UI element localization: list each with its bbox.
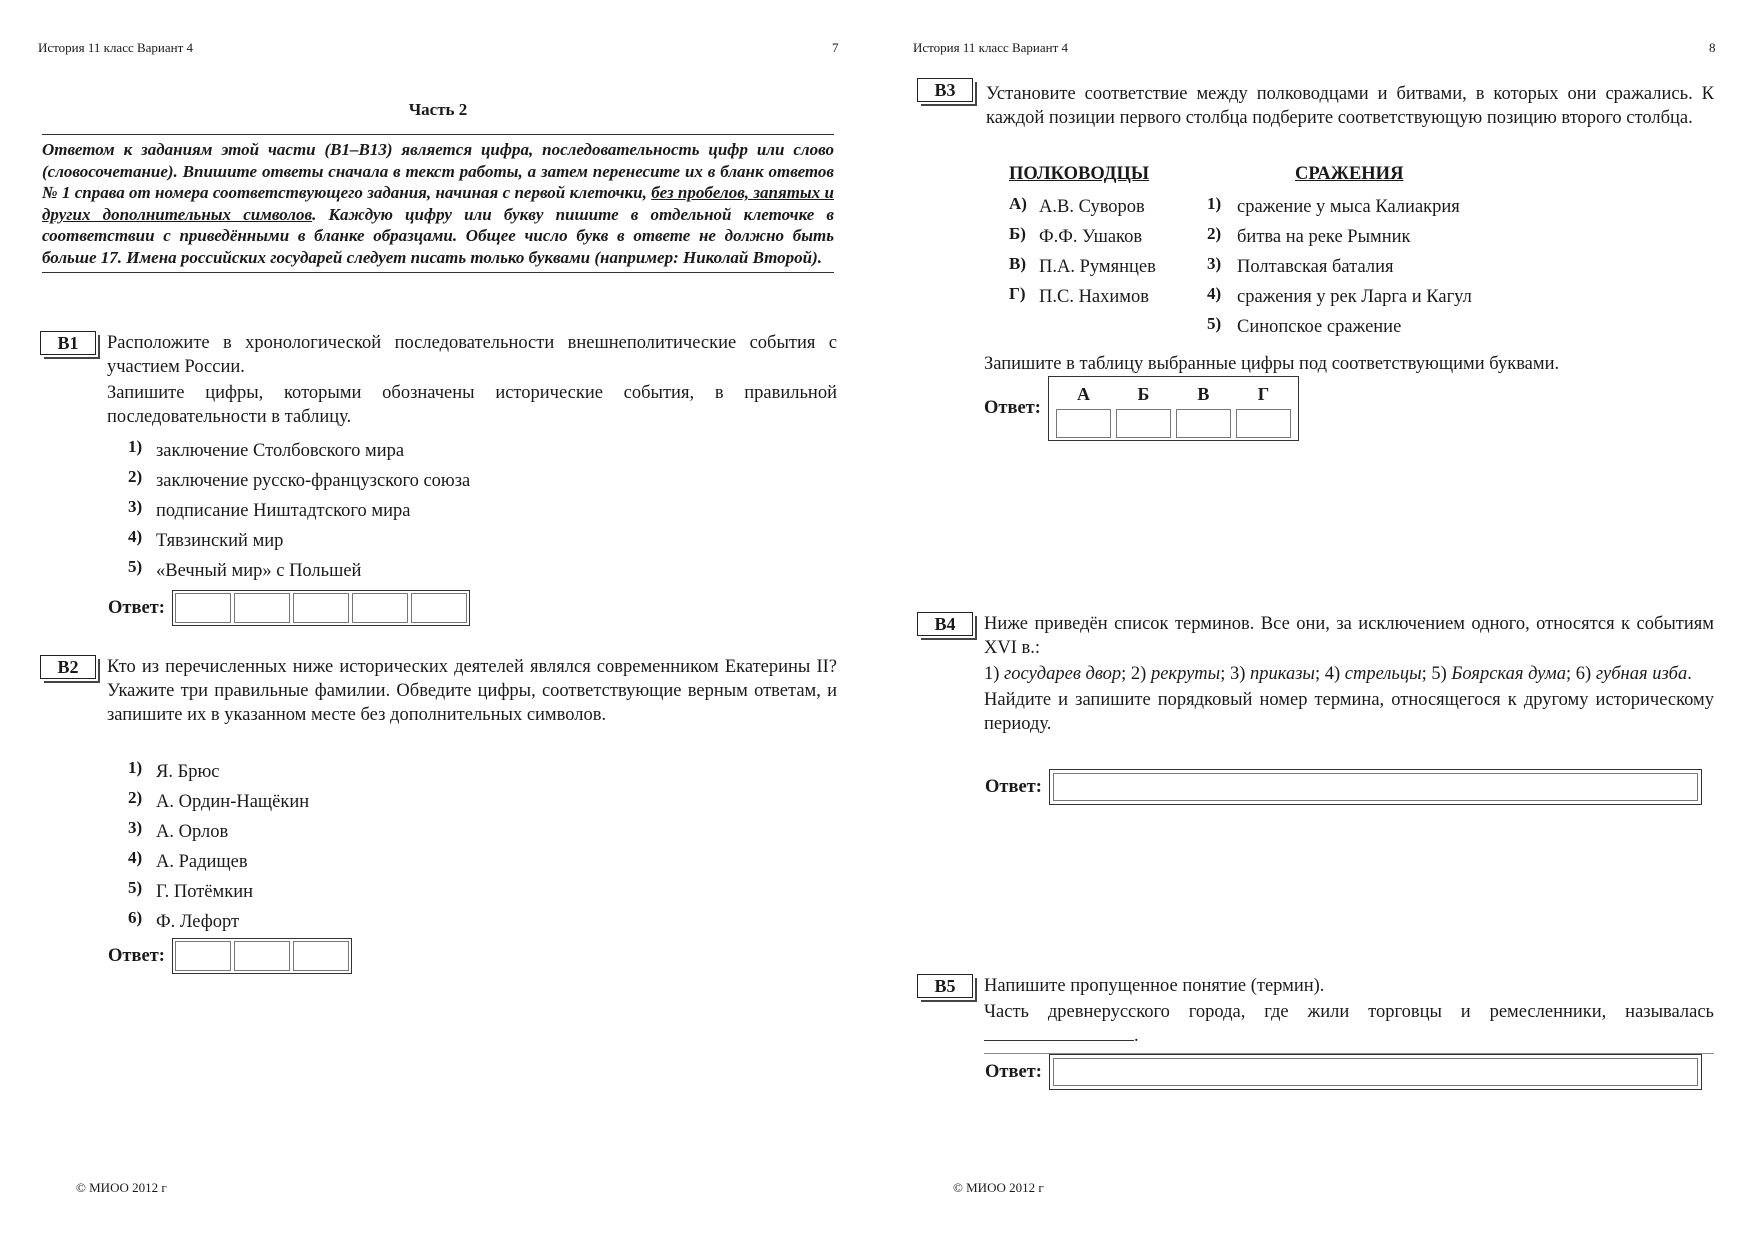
task-b1-answer bbox=[108, 590, 470, 626]
task-b4-text-1: Ниже приведён список терминов. Все они, за исключением одного, относятся к событиям XVI в.: bbox=[984, 614, 1714, 658]
match-left-item: А) А.В. Суворов bbox=[1009, 194, 1145, 217]
footer-right: © МИОО 2012 г bbox=[953, 1180, 1044, 1195]
task-b1-text-2: Запишите цифры, которыми обозначены исторические события, в правильной последовательности в таблицу. bbox=[107, 383, 837, 427]
answer-table-b3 bbox=[1048, 376, 1299, 441]
match-left-item: В) П.А. Румянцев bbox=[1009, 254, 1156, 277]
task-b5-text-1: Напишите пропущенное понятие (термин). bbox=[984, 976, 1325, 996]
task-tag-b3: В3 bbox=[917, 78, 973, 102]
page-right bbox=[877, 0, 1754, 1239]
part-title: Часть 2 bbox=[408, 100, 468, 119]
task-tag-b1: В1 bbox=[40, 331, 96, 355]
answer-cell[interactable] bbox=[1176, 409, 1231, 438]
answer-field-b4 bbox=[1049, 769, 1702, 805]
task-b3-instruction: Запишите в таблицу выбранные цифры под соответствующими буквами. bbox=[984, 354, 1560, 374]
intro-text-underlined: без пробелов, запятых и других дополнительных символов bbox=[42, 183, 834, 224]
match-right-item: 4) сражения у рек Ларга и Кагул bbox=[1207, 284, 1472, 307]
task-b4-text bbox=[984, 612, 1714, 738]
list-item: 5) «Вечный мир» с Польшей bbox=[128, 557, 362, 581]
answer-field-b5 bbox=[1049, 1054, 1702, 1090]
task-b2-answer bbox=[108, 938, 352, 974]
table-header-v: В bbox=[1197, 383, 1210, 404]
list-item: 5) Г. Потёмкин bbox=[128, 878, 254, 902]
list-item: 4) А. Радищев bbox=[128, 848, 248, 872]
footer-left: © МИОО 2012 г bbox=[76, 1180, 167, 1195]
answer-cell[interactable] bbox=[352, 593, 408, 623]
match-left-item: Г) П.С. Нахимов bbox=[1009, 284, 1149, 307]
task-b5-answer bbox=[985, 1054, 1702, 1090]
part-instructions bbox=[42, 134, 834, 273]
answer-cell[interactable] bbox=[175, 593, 231, 623]
task-tag-b2: В2 bbox=[40, 655, 96, 679]
list-item: 1) заключение Столбовского мира bbox=[128, 437, 405, 461]
answer-label: Ответ: bbox=[108, 597, 165, 618]
page-number-left: 7 bbox=[832, 40, 839, 55]
answer-label: Ответ: bbox=[108, 945, 165, 966]
list-item: 3) А. Орлов bbox=[128, 818, 229, 842]
answer-cell[interactable] bbox=[1056, 409, 1111, 438]
task-tag-b4: В4 bbox=[917, 612, 973, 636]
answer-cell[interactable] bbox=[411, 593, 467, 623]
table-header-g: Г bbox=[1257, 383, 1270, 404]
answer-cell[interactable] bbox=[234, 593, 290, 623]
answer-grid-b1 bbox=[172, 590, 470, 626]
header-right: История 11 класс Вариант 4 bbox=[913, 40, 1069, 55]
table-header-b: Б bbox=[1137, 383, 1150, 404]
task-tag-b5: В5 bbox=[917, 974, 973, 998]
answer-label: Ответ: bbox=[984, 398, 1041, 418]
task-b1-options bbox=[128, 436, 470, 586]
task-b1-text-1: Расположите в хронологической последовательности внешнеполитические события с участием России. bbox=[107, 333, 837, 377]
list-item: 2) А. Ордин-Нащёкин bbox=[128, 788, 310, 812]
list-item: 3) подписание Ништадтского мира bbox=[128, 497, 411, 521]
table-header-a: А bbox=[1076, 383, 1090, 404]
list-item: 2) заключение русско-французского союза bbox=[128, 467, 471, 491]
match-right-item: 5) Синопское сражение bbox=[1207, 314, 1402, 337]
task-b3-text: Установите соответствие между полководцами и битвами, в которых они сражались. К каждой позиции первого столбца подберите соответствующую позицию второго столбца. bbox=[986, 84, 1714, 128]
match-right-item: 1) сражение у мыса Калиакрия bbox=[1207, 194, 1460, 217]
list-item: 4) Тявзинский мир bbox=[128, 527, 284, 551]
task-b2-options bbox=[128, 757, 309, 937]
task-b1-text bbox=[107, 331, 837, 431]
answer-input[interactable] bbox=[1053, 1058, 1698, 1086]
header-left: История 11 класс Вариант 4 bbox=[38, 40, 194, 55]
list-item: 1) Я. Брюс bbox=[128, 758, 220, 782]
match-right-item: 3) Полтавская баталия bbox=[1207, 254, 1394, 277]
task-b4-answer bbox=[985, 769, 1702, 805]
page-number-right: 8 bbox=[1709, 40, 1716, 55]
column-header-commanders: ПОЛКОВОДЦЫ bbox=[1009, 164, 1150, 184]
intro-text-a: Ответом к заданиям этой части (В1–В13) является цифра, последовательность цифр или слово (словосочетание). Впишите ответы сначала в текст работы, а затем перенесите их в бланк ответов № 1 справа от номера соответствующего задания, начиная с первой клеточки, bbox=[42, 140, 834, 203]
answer-cell[interactable] bbox=[293, 941, 349, 971]
blank-line bbox=[984, 1040, 1134, 1041]
answer-grid-b2 bbox=[172, 938, 352, 974]
task-b2-text: Кто из перечисленных ниже исторических деятелей являлся современником Екатерины II? Укажите три правильные фамилии. Обведите цифры, соответствующие верным ответам, и запишите их в указанном месте без дополнительных символов. bbox=[107, 657, 837, 725]
answer-label: Ответ: bbox=[985, 1061, 1042, 1082]
answer-cell[interactable] bbox=[234, 941, 290, 971]
list-item: 6) Ф. Лефорт bbox=[128, 908, 240, 932]
task-b4-terms: 1) государев двор; 2) рекруты; 3) приказы; 4) стрельцы; 5) Боярская дума; 6) губная изба. bbox=[984, 664, 1692, 684]
match-left-item: Б) Ф.Ф. Ушаков bbox=[1009, 224, 1143, 247]
task-b3-answer bbox=[984, 376, 1299, 441]
intro-text-b: . Каждую цифру или букву пишите в отдельной клеточке в соответствии с приведёнными в бланке образцами. Общее число букв в ответе не должно быть больше 17. Имена российских государей следует писать только буквами (например: Николай Второй). bbox=[42, 204, 834, 267]
task-b5-text bbox=[984, 974, 1714, 1050]
task-b4-text-2: Найдите и запишите порядковый номер термина, относящегося к другому историческому периоду. bbox=[984, 690, 1714, 734]
task-b5-text-2: Часть древнерусского города, где жили торговцы и ремесленники, называлась . bbox=[984, 1002, 1714, 1046]
answer-cell[interactable] bbox=[293, 593, 349, 623]
match-right-item: 2) битва на реке Рымник bbox=[1207, 224, 1411, 247]
answer-label: Ответ: bbox=[985, 776, 1042, 797]
answer-cell[interactable] bbox=[1236, 409, 1291, 438]
answer-cell[interactable] bbox=[175, 941, 231, 971]
column-header-battles: СРАЖЕНИЯ bbox=[1295, 164, 1404, 184]
answer-input[interactable] bbox=[1053, 773, 1698, 801]
answer-cell[interactable] bbox=[1116, 409, 1171, 438]
